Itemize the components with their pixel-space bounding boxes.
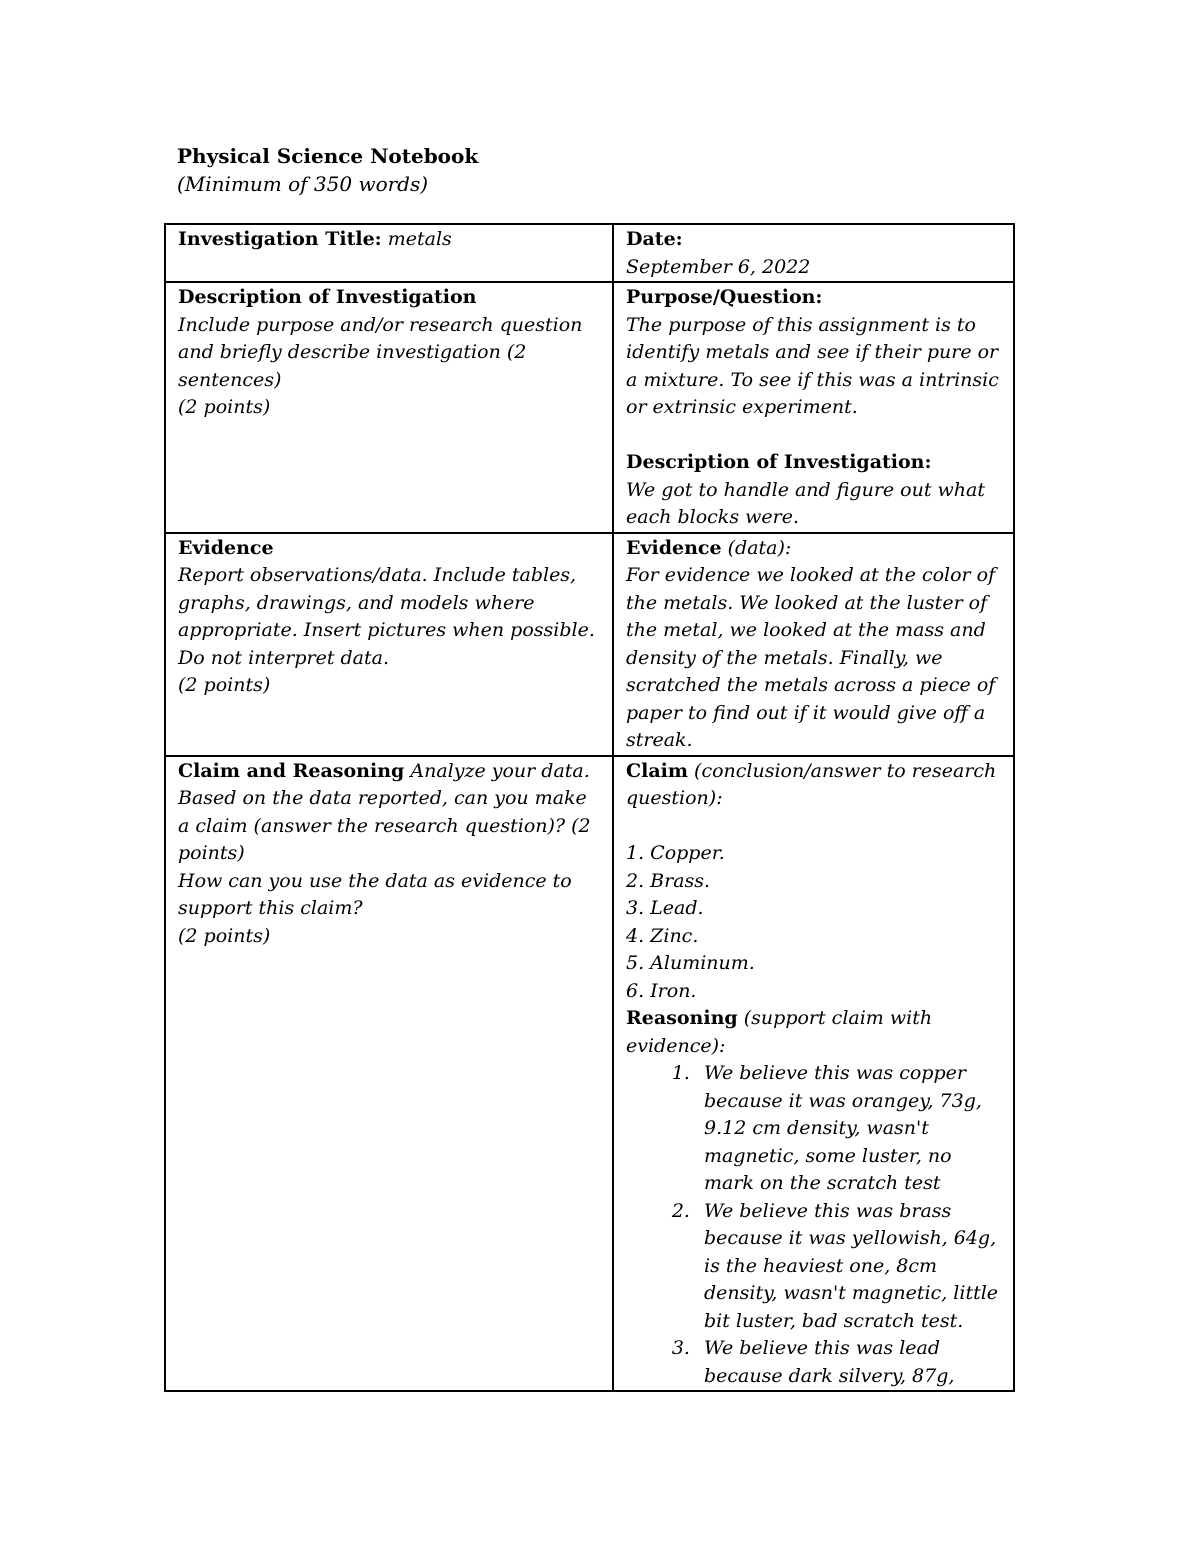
date-cell (613, 224, 1014, 282)
claim-prompt-cell (165, 756, 613, 1392)
claim-item: 6. Iron. (626, 979, 697, 1002)
reasoning-sub: (support claim with evidence): (626, 1007, 933, 1057)
purpose-text: The purpose of this assignment is to identify metals and see if their pure or a mixture. To see if this was a intrinsic or extrinsic experiment. (626, 313, 999, 418)
investigation-title-cell (165, 224, 613, 282)
reasoning-item: 3. We believe this was lead because dark silvery, 87g, (696, 1335, 1003, 1390)
claim-item: 5. Aluminum. (626, 952, 755, 974)
evidence-answer-sub: (data): (727, 536, 792, 559)
purpose-answer-cell (613, 282, 1014, 533)
purpose-label: Purpose/Question: (626, 286, 823, 308)
spacer (626, 422, 1003, 450)
reasoning-label: Reasoning (626, 1007, 738, 1029)
spacer (626, 813, 1003, 841)
investigation-title-value: metals (387, 228, 452, 250)
notebook-table (164, 223, 1015, 1392)
claim-item: 2. Brass. (626, 869, 711, 892)
evidence-answer-text: For evidence we looked at the color of the metals. We looked at the luster of the metal, we looked at the mass and density of the metals. Finally, we scratched the metals across a piece of paper to find out if it would give off a streak. (626, 564, 996, 751)
document-title: Physical Science Notebook (177, 144, 479, 168)
claim-prompt-points: (2 points) (178, 924, 271, 947)
date-label: Date: (626, 228, 683, 250)
claim-prompt-label: Claim and Reasoning (178, 759, 405, 782)
evidence-points: (2 points) (178, 674, 271, 696)
table-row (165, 282, 1014, 533)
reasoning-item: 1. We believe this was copper because it was orangey, 73g, 9.12 cm density, wasn't magnetic, some luster, no mark on the scratch test (696, 1060, 1003, 1198)
claim-item: 3. Lead. (626, 897, 704, 919)
document-subtitle: (Minimum of 350 words) (177, 172, 429, 196)
claim-sub: (conclusion/answer to research question): (626, 759, 997, 809)
description-prompt-cell (165, 282, 613, 533)
description-label: Description of Investigation (178, 286, 477, 308)
description-points: (2 points) (178, 396, 271, 418)
table-row (165, 224, 1014, 282)
claim-item: 1. Copper. (626, 842, 725, 864)
evidence-prompt: Report observations/data. Include tables, graphs, drawings, and models where appropriate. Insert pictures when possible. Do not interpret data. (178, 564, 595, 669)
date-value: September 6, 2022 (626, 255, 811, 278)
claim-item: 4. Zinc. (626, 924, 699, 947)
claim-label: Claim (626, 759, 688, 782)
evidence-answer-cell (613, 533, 1014, 756)
evidence-answer-label: Evidence (626, 536, 722, 559)
investigation-title-label: Investigation Title: (178, 228, 382, 250)
claim-prompt-text: Analyze your data. Based on the data reported, can you make a claim (answer the research question)? (2 points) (178, 759, 591, 864)
evidence-prompt-cell (165, 533, 613, 756)
reasoning-list (626, 1060, 1003, 1390)
claim-answer-cell (613, 756, 1014, 1392)
description-answer-text: We got to handle and figure out what each blocks were. (626, 478, 985, 528)
evidence-label: Evidence (178, 536, 274, 559)
table-row (165, 756, 1014, 1392)
claim-prompt-text2: How can you use the data as evidence to support this claim? (178, 869, 572, 919)
table-row (165, 533, 1014, 756)
description-prompt: Include purpose and/or research question and briefly describe investigation (2 sentences) (178, 313, 583, 391)
reasoning-item: 2. We believe this was brass because it was yellowish, 64g, is the heaviest one, 8cm density, wasn't magnetic, little bit luster, bad scratch test. (696, 1198, 1003, 1336)
description-answer-label: Description of Investigation: (626, 451, 932, 473)
